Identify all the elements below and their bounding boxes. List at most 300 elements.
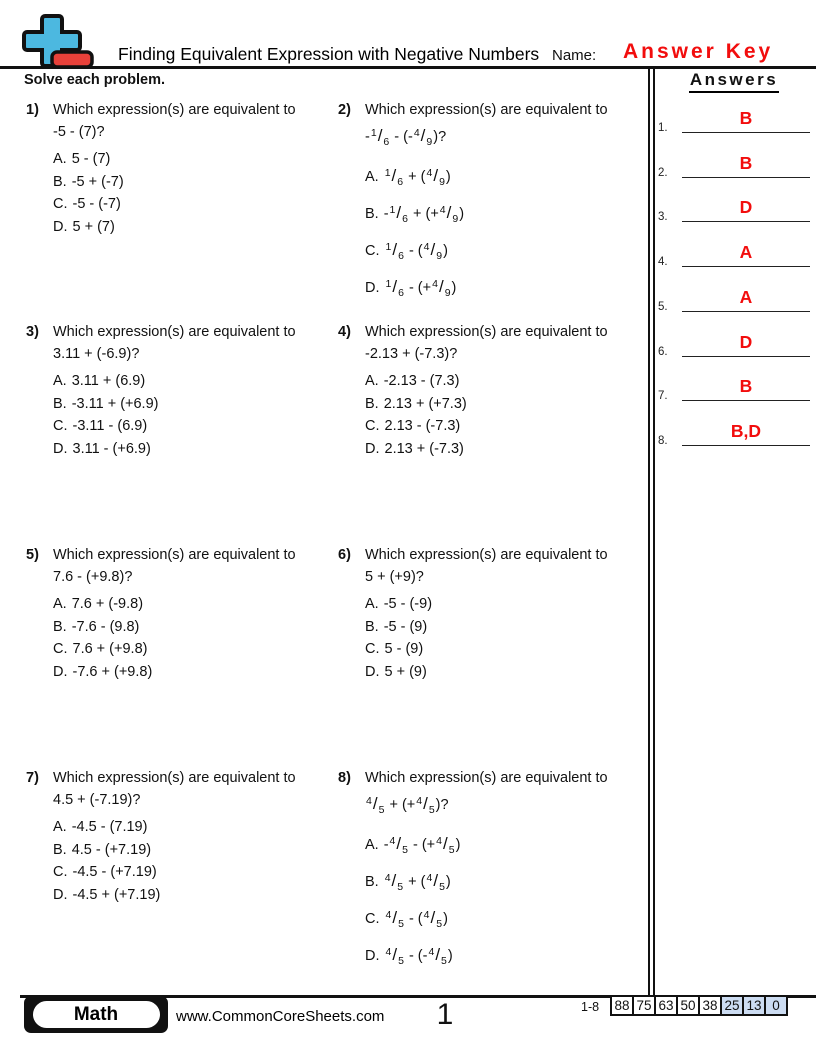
question-expression — [365, 121, 643, 153]
expression-text: - — [383, 206, 389, 222]
option-C — [53, 638, 331, 661]
score-cell-25: 25 — [720, 995, 744, 1016]
question-number: 6) — [338, 547, 351, 563]
fraction-slash: / — [372, 794, 378, 813]
fraction-denominator: 5 — [397, 881, 404, 893]
expression-text: -4.5 - (7.19) — [71, 819, 148, 835]
expression-text: 2.13 - (-7.3) — [384, 418, 461, 434]
option-D — [53, 438, 331, 461]
option-C — [365, 415, 643, 438]
answers-panel — [656, 0, 816, 995]
fraction — [385, 269, 405, 307]
fraction — [385, 232, 405, 270]
fraction — [385, 900, 405, 938]
answer-value: B — [739, 376, 753, 396]
expression-text: + ( — [404, 169, 426, 185]
fraction-slash: / — [423, 794, 428, 813]
expression-text: -5 - (9) — [383, 618, 428, 635]
expression-text: - (- — [404, 948, 428, 964]
question-prompt: Which expression(s) are equivalent to — [53, 770, 296, 786]
question-expression — [365, 566, 643, 588]
options-list — [53, 816, 331, 906]
expression-text: ) — [455, 837, 461, 853]
option-A — [365, 370, 643, 393]
fraction-numerator: 4 — [389, 835, 396, 847]
expression-text: + (+ — [408, 206, 439, 222]
expression-text: 4.5 + (-7.19)? — [53, 792, 141, 808]
fraction-numerator: 4 — [384, 872, 391, 884]
brand-label: Math — [73, 1003, 119, 1025]
expression-text: 5 - (7) — [71, 151, 111, 167]
expression-text: - (+ — [408, 837, 436, 853]
fraction-numerator: 4 — [428, 946, 435, 958]
expression-text: - ( — [404, 911, 423, 927]
option-label: D. — [53, 886, 68, 903]
score-cell-88: 88 — [610, 995, 634, 1016]
option-label: B. — [53, 618, 67, 635]
score-table — [610, 995, 788, 1016]
question-2 — [338, 100, 643, 306]
fraction — [385, 937, 405, 975]
fraction-numerator: 1 — [370, 127, 377, 139]
question-8 — [338, 768, 643, 974]
answer-blank-line — [682, 240, 810, 267]
fraction-numerator: 4 — [426, 872, 433, 884]
question-content — [365, 768, 643, 974]
fraction-denominator: 5 — [402, 844, 408, 856]
fraction-slash: / — [377, 126, 383, 145]
score-cells — [610, 995, 788, 1016]
answer-blank-line — [682, 374, 810, 401]
question-content — [53, 100, 331, 238]
answer-row-2 — [658, 151, 810, 181]
question-number: 7) — [26, 770, 39, 786]
fraction-slash: / — [396, 203, 402, 222]
fraction-numerator: 4 — [366, 795, 372, 807]
question-prompt: Which expression(s) are equivalent to — [365, 547, 608, 563]
option-A — [365, 826, 643, 863]
option-label: B. — [365, 618, 379, 635]
fraction — [415, 789, 435, 821]
option-label: B. — [53, 841, 67, 858]
fraction-slash: / — [420, 126, 426, 145]
name-value: Answer Key — [623, 40, 774, 63]
expression-text: ) — [447, 948, 453, 964]
question-content — [365, 545, 643, 683]
expression-text: 5 + (7) — [72, 218, 115, 235]
option-D — [53, 884, 331, 907]
option-label: C. — [365, 243, 380, 259]
option-C — [365, 232, 643, 269]
expression-text: 5 + (9) — [384, 663, 427, 680]
fraction — [423, 900, 443, 938]
option-label: C. — [365, 418, 380, 434]
options-list — [53, 148, 331, 238]
fraction — [427, 937, 447, 975]
fraction-denominator: 6 — [398, 287, 404, 299]
expression-text: -5 - (-7) — [72, 196, 121, 212]
fraction-slash: / — [443, 834, 448, 853]
fraction-denominator: 5 — [448, 844, 455, 856]
answer-number: 5. — [658, 301, 668, 313]
fraction-slash: / — [391, 166, 397, 185]
fraction — [389, 826, 409, 864]
answer-row-5 — [658, 285, 810, 315]
page-title: Finding Equivalent Expression with Negative Numbers — [118, 44, 540, 64]
name-label: Name: — [552, 47, 597, 64]
fraction-denominator: 5 — [378, 804, 385, 816]
option-B — [365, 863, 643, 900]
option-B — [53, 393, 331, 416]
answer-number: 3. — [658, 211, 668, 223]
option-label: B. — [365, 395, 379, 412]
question-6 — [338, 545, 643, 683]
option-label: A. — [365, 837, 379, 853]
fraction-numerator: 4 — [423, 241, 430, 253]
answer-row-8 — [658, 419, 810, 449]
option-B — [365, 393, 643, 416]
fraction-numerator: 1 — [385, 278, 392, 290]
expression-text: ) — [445, 874, 451, 890]
option-label: C. — [53, 418, 68, 434]
fraction — [370, 121, 390, 153]
option-label: B. — [53, 173, 67, 190]
question-number: 4) — [338, 324, 351, 340]
question-number: 3) — [26, 324, 39, 340]
option-B — [53, 171, 331, 194]
option-label: A. — [365, 373, 379, 389]
answer-row-4 — [658, 240, 810, 270]
fraction — [384, 158, 404, 196]
answer-value: D — [739, 332, 753, 352]
page-number: 1 — [436, 998, 454, 1031]
options-list — [365, 370, 643, 460]
option-D — [53, 661, 331, 684]
option-label: D. — [53, 663, 68, 680]
question-prompt: Which expression(s) are equivalent to — [365, 102, 608, 118]
expression-text: ) — [445, 169, 451, 185]
expression-text: ) — [443, 243, 448, 259]
expression-text: + (+ — [385, 797, 416, 813]
answer-value: A — [739, 242, 753, 262]
option-label: A. — [53, 373, 67, 389]
answers-title: Answers — [689, 70, 779, 93]
answer-value: D — [739, 197, 753, 217]
expression-text: )? — [433, 129, 447, 145]
option-B — [53, 839, 331, 862]
expression-text: -4.5 + (+7.19) — [72, 886, 161, 903]
expression-text: 4.5 - (+7.19) — [71, 841, 152, 858]
option-label: A. — [53, 819, 67, 835]
question-content — [53, 545, 331, 683]
option-label: C. — [53, 864, 68, 880]
fraction — [425, 863, 445, 901]
expression-text: 7.6 + (-9.8) — [71, 596, 144, 612]
fraction — [384, 863, 404, 901]
option-B — [53, 616, 331, 639]
fraction — [423, 232, 443, 270]
fraction-numerator: 4 — [432, 278, 438, 290]
question-expression — [53, 789, 331, 811]
question-prompt: Which expression(s) are equivalent to — [53, 324, 296, 340]
fraction-slash: / — [392, 240, 398, 259]
expression-text: -2.13 + (-7.3)? — [365, 346, 458, 362]
fraction-numerator: 4 — [385, 909, 392, 921]
fraction-slash: / — [391, 871, 397, 890]
fraction — [389, 195, 409, 233]
fraction-denominator: 6 — [397, 176, 404, 188]
score-range-label: 1-8 — [581, 1000, 600, 1014]
question-number: 5) — [26, 547, 39, 563]
option-label: D. — [365, 280, 380, 296]
answer-number: 8. — [658, 435, 668, 447]
fraction-slash: / — [392, 908, 398, 927]
question-prompt: Which expression(s) are equivalent to — [365, 770, 608, 786]
expression-text: 3.11 + (6.9) — [71, 373, 146, 389]
expression-text: 2.13 + (+7.3) — [383, 395, 467, 412]
answer-value: B — [739, 108, 753, 128]
expression-text: -5 - (7)? — [53, 124, 105, 140]
option-label: C. — [365, 911, 380, 927]
fraction-denominator: 5 — [439, 881, 445, 893]
options-list — [365, 826, 643, 974]
expression-text: -7.6 - (9.8) — [71, 618, 140, 635]
fraction — [365, 789, 385, 821]
option-C — [365, 900, 643, 937]
fraction-denominator: 9 — [444, 287, 451, 299]
fraction — [435, 826, 455, 864]
expression-text: 5 - (9) — [384, 641, 424, 657]
option-label: D. — [53, 218, 68, 235]
answer-number: 4. — [658, 256, 668, 268]
answer-row-1 — [658, 106, 810, 136]
option-A — [53, 370, 331, 393]
answer-row-6 — [658, 330, 810, 360]
answer-blank-line — [682, 151, 810, 178]
fraction-denominator: 5 — [428, 804, 435, 816]
fraction-numerator: 1 — [385, 241, 392, 253]
expression-text: -3.11 + (+6.9) — [71, 395, 159, 412]
fraction-denominator: 6 — [402, 213, 408, 225]
option-label: D. — [365, 663, 380, 680]
expression-text: ) — [459, 206, 465, 222]
expression-text: ) — [451, 280, 457, 296]
option-D — [365, 937, 643, 974]
expression-text: -4.5 - (+7.19) — [72, 864, 157, 880]
question-number: 1) — [26, 102, 39, 118]
question-prompt: Which expression(s) are equivalent to — [53, 547, 296, 563]
fraction-denominator: 6 — [398, 250, 404, 262]
question-content — [365, 322, 643, 460]
score-cell-0: 0 — [764, 995, 788, 1016]
score-cell-75: 75 — [632, 995, 656, 1016]
option-label: B. — [53, 395, 67, 412]
fraction-numerator: 4 — [439, 204, 446, 216]
score-cell-50: 50 — [676, 995, 700, 1016]
answer-number: 7. — [658, 390, 668, 402]
answer-number: 6. — [658, 346, 668, 358]
fraction-numerator: 4 — [423, 909, 430, 921]
fraction — [431, 269, 451, 307]
expression-text: -5 + (-7) — [71, 173, 124, 190]
option-label: D. — [365, 948, 380, 964]
option-C — [53, 861, 331, 884]
expression-text: -7.6 + (+9.8) — [72, 663, 153, 680]
answer-row-3 — [658, 195, 810, 225]
answer-blank-line — [682, 285, 810, 312]
expression-text: -2.13 - (7.3) — [383, 373, 460, 389]
expression-text: - ( — [404, 243, 423, 259]
score-cell-13: 13 — [742, 995, 766, 1016]
option-A — [365, 593, 643, 616]
question-expression — [53, 566, 331, 588]
fraction-slash: / — [392, 945, 398, 964]
fraction — [425, 158, 445, 196]
option-D — [365, 661, 643, 684]
expression-text: 3.11 - (+6.9) — [72, 440, 151, 457]
fraction-slash: / — [435, 945, 441, 964]
option-label: A. — [53, 151, 67, 167]
option-label: B. — [365, 206, 379, 222]
options-list — [365, 158, 643, 306]
answer-blank-line — [682, 419, 810, 446]
expression-text: - — [383, 837, 389, 853]
expression-text: 2.13 + (-7.3) — [384, 440, 464, 457]
answers-title-wrap — [656, 70, 812, 93]
option-C — [53, 193, 331, 216]
expression-text: 5 + (+9)? — [365, 569, 424, 585]
question-expression — [53, 121, 331, 143]
answer-number: 2. — [658, 167, 668, 179]
question-5 — [26, 545, 331, 683]
question-expression — [365, 789, 643, 821]
answer-blank-line — [682, 195, 810, 222]
options-list — [53, 370, 331, 460]
website-url: www.CommonCoreSheets.com — [176, 1008, 385, 1025]
option-C — [365, 638, 643, 661]
fraction-denominator: 5 — [398, 918, 404, 930]
expression-text: ) — [443, 911, 448, 927]
question-3 — [26, 322, 331, 460]
fraction-numerator: 4 — [385, 946, 392, 958]
option-label: C. — [53, 196, 68, 212]
math-pill — [33, 1001, 160, 1028]
answer-value: B — [739, 153, 753, 173]
question-7 — [26, 768, 331, 906]
option-A — [53, 593, 331, 616]
option-label: A. — [53, 596, 67, 612]
question-expression — [365, 343, 643, 365]
expression-text: )? — [435, 797, 449, 813]
options-list — [53, 593, 331, 683]
fraction-denominator: 9 — [452, 213, 459, 225]
answer-row-7 — [658, 374, 810, 404]
option-label: C. — [365, 641, 380, 657]
fraction-slash: / — [446, 203, 452, 222]
fraction-slash: / — [433, 871, 439, 890]
answer-blank-line — [682, 106, 810, 133]
answer-value: A — [739, 287, 753, 307]
option-A — [365, 158, 643, 195]
answer-number: 1. — [658, 122, 668, 134]
fraction-numerator: 4 — [413, 127, 420, 139]
question-content — [53, 768, 331, 906]
fraction-denominator: 9 — [439, 176, 445, 188]
fraction-numerator: 1 — [389, 204, 396, 216]
expression-text: -3.11 - (6.9) — [72, 418, 148, 434]
instructions: Solve each problem. — [24, 72, 166, 88]
fraction-slash: / — [433, 166, 439, 185]
question-1 — [26, 100, 331, 238]
question-prompt: Which expression(s) are equivalent to — [365, 324, 608, 340]
expression-text: - — [365, 129, 370, 145]
option-B — [365, 195, 643, 232]
option-B — [365, 616, 643, 639]
option-label: B. — [365, 874, 379, 890]
option-label: A. — [365, 596, 379, 612]
fraction-slash: / — [430, 240, 436, 259]
option-C — [53, 415, 331, 438]
fraction-denominator: 9 — [426, 136, 433, 148]
score-cell-38: 38 — [698, 995, 722, 1016]
option-label: D. — [53, 440, 68, 457]
question-4 — [338, 322, 643, 460]
expression-text: - (+ — [404, 280, 432, 296]
score-cell-63: 63 — [654, 995, 678, 1016]
question-expression — [53, 343, 331, 365]
options-list — [365, 593, 643, 683]
math-badge — [24, 996, 168, 1033]
option-label: C. — [53, 641, 68, 657]
option-label: A. — [365, 169, 379, 185]
fraction-denominator: 6 — [383, 136, 390, 148]
fraction-slash: / — [438, 277, 444, 296]
question-number: 8) — [338, 770, 351, 786]
question-prompt: Which expression(s) are equivalent to — [53, 102, 296, 118]
fraction-slash: / — [396, 834, 402, 853]
fraction — [439, 195, 459, 233]
fraction-numerator: 4 — [426, 167, 433, 179]
expression-text: + ( — [404, 874, 426, 890]
expression-text: 7.6 - (+9.8)? — [53, 569, 133, 585]
expression-text: - (- — [390, 129, 413, 145]
question-content — [365, 100, 643, 306]
vertical-divider — [653, 66, 655, 995]
expression-text: 7.6 + (+9.8) — [72, 641, 148, 657]
fraction-denominator: 5 — [398, 955, 404, 967]
answer-value: B,D — [730, 421, 762, 441]
question-content — [53, 322, 331, 460]
fraction-denominator: 9 — [436, 250, 443, 262]
expression-text: -5 - (-9) — [383, 596, 433, 612]
option-A — [53, 816, 331, 839]
option-A — [53, 148, 331, 171]
option-D — [365, 438, 643, 461]
question-number: 2) — [338, 102, 351, 118]
fraction-denominator: 5 — [436, 918, 443, 930]
option-label: D. — [365, 440, 380, 457]
fraction — [413, 121, 433, 153]
fraction-denominator: 5 — [441, 955, 447, 967]
fraction-numerator: 4 — [416, 795, 423, 807]
fraction-numerator: 1 — [384, 167, 391, 179]
expression-text: 3.11 + (-6.9)? — [53, 346, 140, 362]
fraction-slash: / — [430, 908, 436, 927]
option-D — [53, 216, 331, 239]
fraction-numerator: 4 — [436, 835, 442, 847]
answer-blank-line — [682, 330, 810, 357]
option-D — [365, 269, 643, 306]
